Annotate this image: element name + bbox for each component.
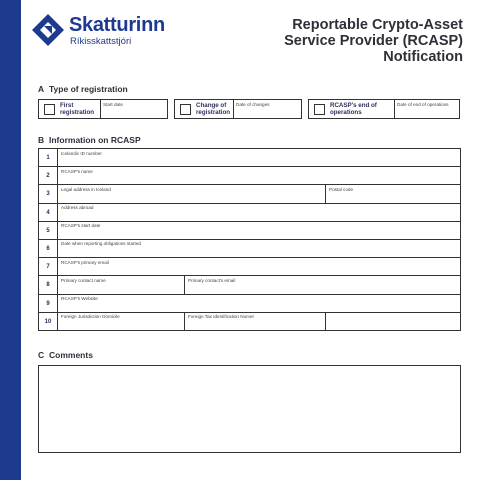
registration-option-change[interactable] [174,99,302,119]
rcasp-name-field[interactable]: RCASP's name [61,168,93,174]
row-number: 7 [39,258,58,275]
section-letter: C [38,350,45,360]
address-abroad-field[interactable]: Address abroad [61,205,94,211]
divider [394,100,395,118]
foreign-jurisdiction-field[interactable]: Foreign Jurisdiction Domicile [58,313,185,330]
left-sidebar-bar [0,0,21,480]
end-date-field[interactable]: Date of end of operations [397,102,449,107]
section-letter: B [38,135,45,145]
section-b-heading [38,135,141,145]
table-row [39,167,461,185]
row-number: 1 [39,149,58,166]
rcasp-information-table [38,148,461,331]
form-title-line: Reportable Crypto-Asset [292,17,463,33]
row-number: 2 [39,167,58,184]
section-c-heading [38,350,93,360]
option-label: Change of registration [196,102,231,116]
primary-email-field[interactable]: RCASP's primary email [61,259,109,265]
table-row [39,313,461,331]
skatturinn-logo [31,12,201,52]
table-row [39,276,461,294]
table-row [39,295,461,313]
change-registration-checkbox[interactable] [180,104,191,115]
icelandic-id-field[interactable]: Icelandic ID number [61,150,102,156]
brand-name: Skatturinn [69,14,165,36]
row-number: 6 [39,240,58,257]
table-row [39,204,461,222]
skatturinn-diamond-icon [31,13,65,47]
rcasp-start-date-field[interactable]: RCASP's start date [61,223,101,229]
registration-option-end[interactable] [308,99,460,119]
end-of-operations-checkbox[interactable] [314,104,325,115]
option-label: RCASP's end of operations [330,102,377,116]
section-a-heading [38,84,128,94]
legal-address-field[interactable]: Legal address in Iceland [58,185,326,202]
website-field[interactable]: RCASP's Website [61,296,98,301]
row-number: 4 [39,204,58,221]
section-title: Type of registration [49,84,128,94]
option-label: First registration [60,102,95,116]
foreign-tin-field[interactable]: Foreign Tax Identification Numer [185,313,326,330]
row-number: 3 [39,185,58,202]
brand-subtitle: Ríkisskattstjóri [70,36,132,47]
row-number: 10 [39,313,58,330]
extra-field[interactable] [326,313,460,330]
primary-contact-email-field[interactable]: Primary contact's email [188,277,236,283]
divider [233,100,234,118]
postal-code-field[interactable]: Postal code [329,186,354,192]
form-title [243,17,463,65]
table-row [39,258,461,276]
table-row [39,240,461,258]
first-registration-checkbox[interactable] [44,104,55,115]
start-date-field[interactable]: Start date [103,102,123,107]
table-row [39,222,461,240]
section-letter: A [38,84,45,94]
primary-contact-name-field[interactable]: Primary contact name [58,276,185,293]
table-row [39,149,461,167]
form-title-line: Notification [383,49,463,65]
section-title: Information on RCASP [49,135,141,145]
registration-option-first[interactable] [38,99,168,119]
table-row [39,185,461,203]
comments-textarea[interactable] [38,365,461,453]
reporting-start-date-field[interactable]: Date when reporting obligations started [61,241,141,247]
row-number: 9 [39,295,58,312]
row-number: 5 [39,222,58,239]
date-of-changes-field[interactable]: Date of changes [236,102,270,107]
divider [100,100,101,118]
section-title: Comments [49,350,93,360]
row-number: 8 [39,276,58,293]
form-title-line: Service Provider (RCASP) [284,33,463,49]
